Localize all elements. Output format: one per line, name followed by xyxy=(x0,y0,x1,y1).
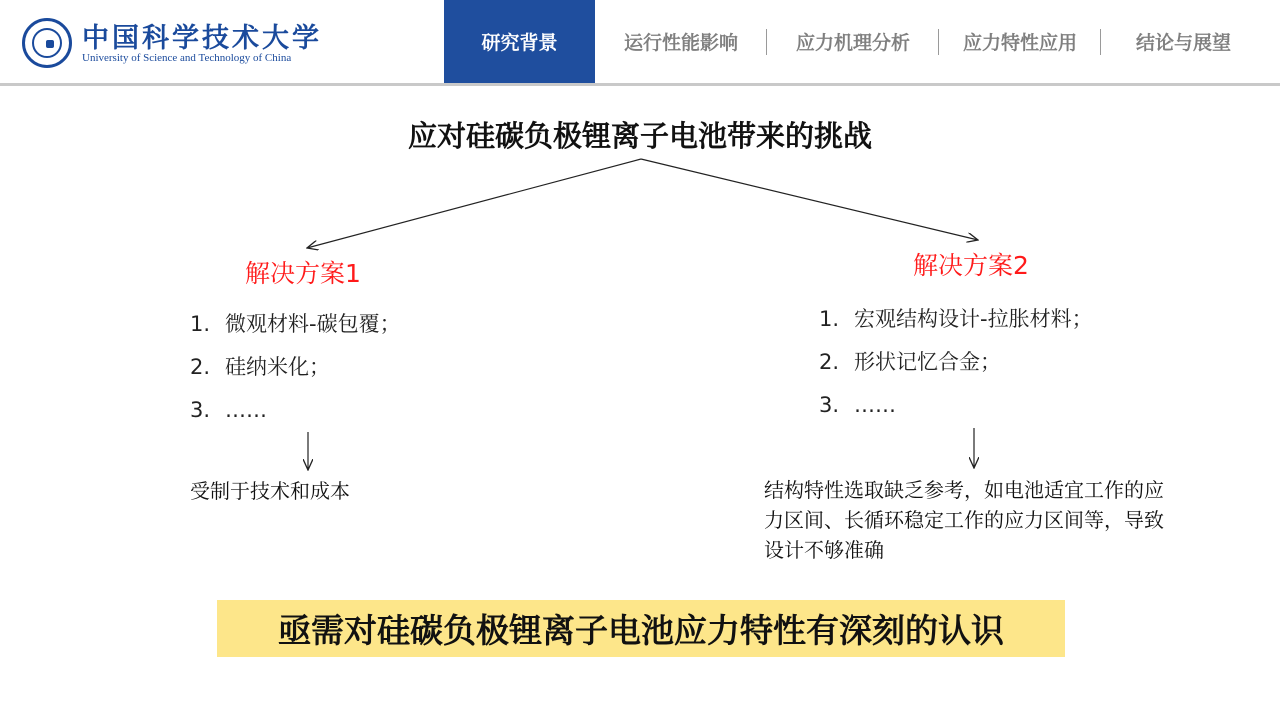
header-divider xyxy=(0,83,1280,86)
logo-name-en: University of Science and Technology of China xyxy=(82,52,292,64)
section-nav xyxy=(444,0,1266,83)
solution1-list xyxy=(190,303,401,432)
list-item: 2. 形状记忆合金； xyxy=(819,350,1001,374)
solution2-title: 解决方案2 xyxy=(913,251,1029,280)
nav-tab-mechanism[interactable] xyxy=(767,0,939,83)
nav-tab-label: 应力机理分析 xyxy=(795,32,910,54)
nav-tab-conclusion[interactable] xyxy=(1101,0,1266,83)
arrow-to-solution1 xyxy=(307,159,641,248)
university-seal-icon xyxy=(22,18,72,68)
solution1-title: 解决方案1 xyxy=(245,259,361,288)
list-item: 2. 硅纳米化； xyxy=(190,355,330,379)
logo-name-cn: 中国科学技术大学 xyxy=(82,23,322,54)
nav-tab-background[interactable] xyxy=(444,0,595,83)
slide-title: 应对硅碳负极锂离子电池带来的挑战 xyxy=(407,119,872,153)
list-item: 1. 宏观结构设计-拉胀材料； xyxy=(819,307,1093,331)
solution2-list xyxy=(819,298,1093,427)
list-item: 1. 微观材料-碳包覆； xyxy=(190,312,401,336)
nav-tab-performance[interactable] xyxy=(595,0,767,83)
nav-tab-label: 运行性能影响 xyxy=(623,32,738,54)
list-item: 3. …… xyxy=(819,393,896,417)
university-logo xyxy=(22,14,322,70)
nav-tab-label: 结论与展望 xyxy=(1135,32,1231,54)
conclusion-banner: 亟需对硅碳负极锂离子电池应力特性有深刻的认识 xyxy=(217,600,1065,657)
nav-tab-application[interactable] xyxy=(939,0,1101,83)
nav-tab-label: 研究背景 xyxy=(481,32,558,54)
header-bar xyxy=(0,0,1280,83)
solution2-note: 结构特性选取缺乏参考，如电池适宜工作的应力区间、长循环稳定工作的应力区间等，导致设计不够准确 xyxy=(764,478,1164,562)
nav-tab-label: 应力特性应用 xyxy=(962,32,1077,54)
arrow-to-solution2 xyxy=(641,159,978,240)
list-item: 3. …… xyxy=(190,398,267,422)
solution1-note: 受制于技术和成本 xyxy=(190,479,350,503)
